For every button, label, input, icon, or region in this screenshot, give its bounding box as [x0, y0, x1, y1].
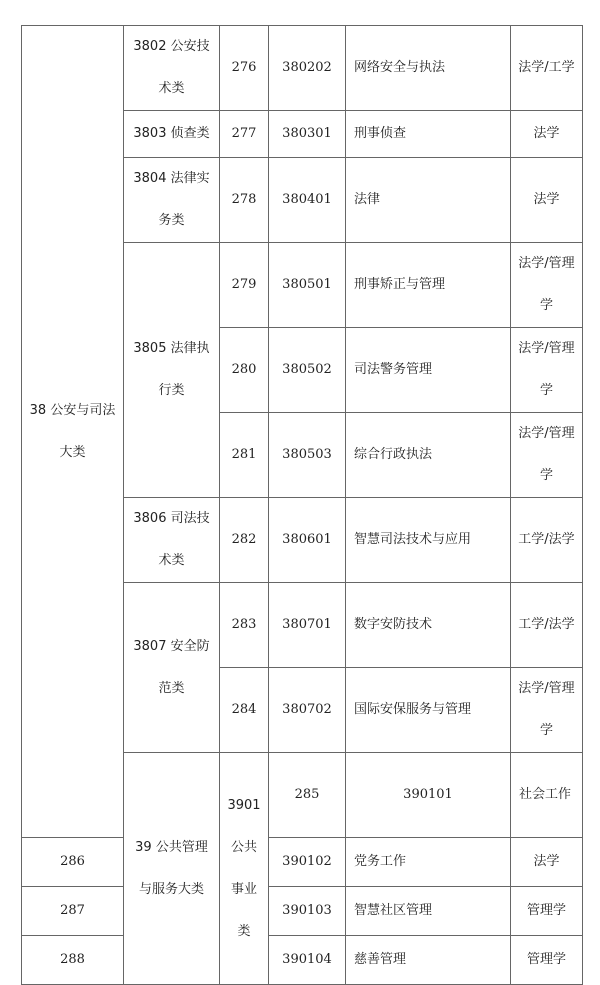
subcategory-cell: 3803 侦查类 [124, 111, 220, 158]
table-row [22, 26, 583, 111]
degree-cell: 法学 [511, 111, 583, 158]
degree-cell: 法学 [511, 158, 583, 243]
major-name-cell: 社会工作 [511, 753, 583, 838]
seq-cell: 282 [220, 498, 269, 583]
seq-cell: 276 [220, 26, 269, 111]
category-cell: 39 公共管理与服务大类 [124, 753, 220, 985]
seq-cell: 286 [22, 838, 124, 887]
seq-cell: 278 [220, 158, 269, 243]
seq-cell: 277 [220, 111, 269, 158]
major-name-cell: 刑事矫正与管理 [346, 243, 511, 328]
major-name-cell: 综合行政执法 [346, 413, 511, 498]
degree-cell: 管理学 [511, 887, 583, 936]
code-cell: 380601 [269, 498, 346, 583]
subcategory-cell: 3901 公共事业类 [220, 753, 269, 985]
code-cell: 380502 [269, 328, 346, 413]
code-cell: 380503 [269, 413, 346, 498]
major-name-cell: 党务工作 [346, 838, 511, 887]
degree-cell: 法学/管理学 [511, 328, 583, 413]
major-name-cell: 法律 [346, 158, 511, 243]
code-cell: 380501 [269, 243, 346, 328]
code-cell: 390101 [346, 753, 511, 838]
major-name-cell: 智慧社区管理 [346, 887, 511, 936]
subcategory-cell: 3806 司法技术类 [124, 498, 220, 583]
code-cell: 390104 [269, 936, 346, 985]
code-cell: 380401 [269, 158, 346, 243]
subcategory-cell: 3807 安全防范类 [124, 583, 220, 753]
seq-cell: 284 [220, 668, 269, 753]
seq-cell: 280 [220, 328, 269, 413]
major-name-cell: 刑事侦查 [346, 111, 511, 158]
seq-cell: 287 [22, 887, 124, 936]
seq-cell: 288 [22, 936, 124, 985]
seq-cell: 285 [269, 753, 346, 838]
degree-cell: 工学/法学 [511, 583, 583, 668]
degree-cell: 法学 [511, 838, 583, 887]
degree-cell: 法学/管理学 [511, 413, 583, 498]
major-catalog-table [21, 25, 583, 985]
subcategory-cell: 3802 公安技术类 [124, 26, 220, 111]
subcategory-cell: 3804 法律实务类 [124, 158, 220, 243]
code-cell: 390102 [269, 838, 346, 887]
degree-cell: 管理学 [511, 936, 583, 985]
seq-cell: 281 [220, 413, 269, 498]
code-cell: 380701 [269, 583, 346, 668]
degree-cell: 法学/管理学 [511, 668, 583, 753]
code-cell: 390103 [269, 887, 346, 936]
major-name-cell: 智慧司法技术与应用 [346, 498, 511, 583]
degree-cell: 法学/工学 [511, 26, 583, 111]
major-name-cell: 数字安防技术 [346, 583, 511, 668]
major-name-cell: 司法警务管理 [346, 328, 511, 413]
category-cell: 38 公安与司法大类 [22, 26, 124, 838]
seq-cell: 283 [220, 583, 269, 668]
code-cell: 380202 [269, 26, 346, 111]
subcategory-cell: 3805 法律执行类 [124, 243, 220, 498]
table-row [22, 936, 583, 985]
major-name-cell: 慈善管理 [346, 936, 511, 985]
major-name-cell: 国际安保服务与管理 [346, 668, 511, 753]
code-cell: 380301 [269, 111, 346, 158]
seq-cell: 279 [220, 243, 269, 328]
table-row [22, 838, 583, 887]
degree-cell: 法学/管理学 [511, 243, 583, 328]
major-name-cell: 网络安全与执法 [346, 26, 511, 111]
code-cell: 380702 [269, 668, 346, 753]
degree-cell: 工学/法学 [511, 498, 583, 583]
table-row [22, 887, 583, 936]
